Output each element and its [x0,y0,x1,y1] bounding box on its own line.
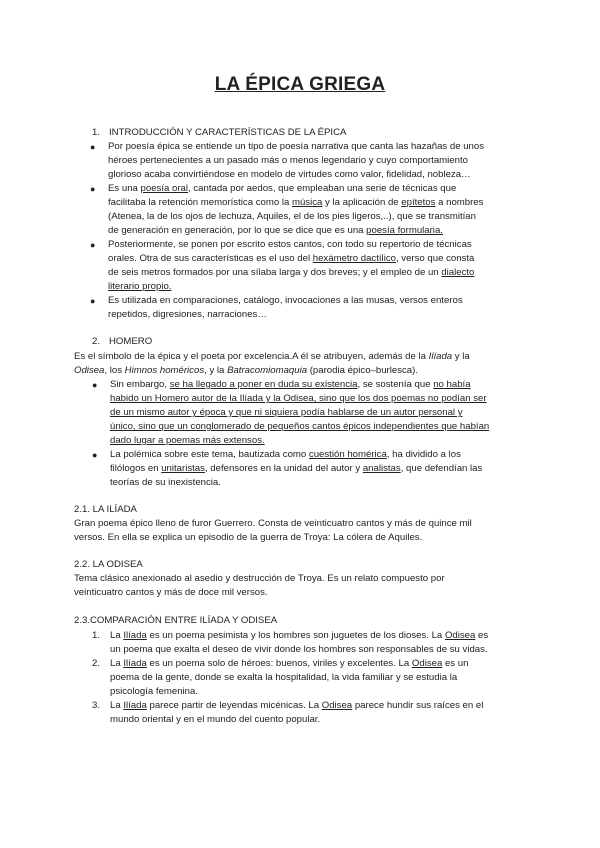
subsection-heading-iliada: 2.1. LA ILÍADA [74,504,137,515]
underlined-term: cuestión homérica [308,449,387,460]
italic-title: Ilíada [428,351,453,362]
text-line: facilitaba la retención memorística como la música y la aplicación de epítetos a nombres [108,197,484,208]
underlined-term: dado lugar a poemas más extensos. [110,435,265,446]
underlined-term: epítetos [401,197,436,208]
section-number: 1. [92,127,101,138]
underlined-term: Odisea [411,658,443,669]
text-line: Es una poesía oral, cantada por aedos, que empleaban una serie de técnicas que [108,183,457,194]
text-line: héroes pertenecientes a un pasado más o menos legendario y cuyo comportamiento [108,155,468,166]
text-line: Es el símbolo de la épica y el poeta por excelencia.A él se atribuyen, además de la Ilíada y la [74,351,470,362]
list-item [92,629,532,657]
text-line: psicología femenina. [110,686,198,697]
item-number: 1. [92,630,101,641]
underlined-term: de un mismo autor y época y que ni siquiera podía hablarse de un autor personal y [110,407,463,418]
text-line: glorioso acaba convirtiéndose en modelo de virtudes como valor, fidelidad, nobleza… [108,169,471,180]
italic-title: Batracomiomaquia [227,365,308,376]
italic-title: Himnos homéricos [124,365,205,376]
underlined-term: Ilíada [123,658,147,669]
text-line: Sin embargo, se ha llegado a poner en duda su existencia, se sostenía que no había [110,379,471,390]
list-item [92,699,532,727]
item-number: 2. [92,658,101,669]
underlined-term: hexámetro dactílico [312,253,396,264]
underlined-term: único, sino que un conglomerado de pequeños cantos épicos independientes que habían [110,421,490,432]
text-line: Posteriormente, se ponen por escrito estos cantos, con todo su repertorio de técnicas [108,239,472,250]
text-line: Tema clásico anexionado al asedio y destrucción de Troya. Es un relato compuesto por [74,573,445,584]
text-line: repetidos, digresiones, narraciones… [108,309,267,320]
underlined-term: no había [433,379,471,390]
bullet-icon: ● [90,142,96,152]
underlined-term: analistas [362,463,401,474]
text-line: versos. En ella se explica un episodio de la guerra de Troya: La cólera de Aquiles. [74,532,423,543]
bullet-icon: ● [92,450,98,460]
underlined-term: literario propio. [108,281,172,292]
list-item [90,294,530,322]
homero-intro [74,350,529,378]
underlined-term: dialecto [441,267,475,278]
bullet-icon: ● [90,184,96,194]
list-item [90,140,530,182]
list-item [92,378,534,448]
text-line: orales. Otra de sus características es el uso del hexámetro dactílico, verso que consta [108,253,475,264]
text-line: Gran poema épico lleno de furor Guerrero. Consta de veinticuatro cantos y más de quince mil [74,518,472,529]
text-line [110,434,534,448]
text-line: Por poesía épica se entiende un tipo de poesía narrativa que canta las hazañas de unos [108,141,485,152]
section-number: 2. [92,336,101,347]
iliada-paragraph [74,517,529,545]
text-line: (Atenea, la de los ojos de lechuza, Aquiles, el de los pies ligeros,..), que se transmitían [108,211,476,222]
underlined-term: Odisea [444,630,476,641]
text-line: de seis metros formados por una sílaba larga y dos breves; y el empleo de un dialecto [108,267,475,278]
text-line: Odisea, los Himnos homéricos, y la Batracomiomaquia (parodia épico–burlesca). [74,365,418,376]
text-line: La Ilíada es un poema pesimista y los hombres son juguetes de los dioses. La Odisea es [110,630,489,641]
text-line: La Ilíada es un poema solo de héroes: buenos, viriles y excelentes. La Odisea es un [110,658,469,669]
underlined-term: poesía oral [140,183,189,194]
text-line: de generación en generación, por lo que se dice que es una poesía formularia. [108,225,443,236]
underlined-term: unitaristas [161,463,205,474]
underlined-term: poesía formularia. [366,225,443,236]
section-heading-text: INTRODUCCIÓN Y CARACTERÍSTICAS DE LA ÉPICA [109,127,347,138]
text-line: La Ilíada parece partir de leyendas micénicas. La Odisea parece hundir sus raíces en el [110,700,484,711]
underlined-term: habido un Homero autor de la Ilíada y la Odisea, sino que los dos poemas no podían ser [110,393,487,404]
item-number: 3. [92,700,101,711]
list-item [92,448,534,490]
underlined-term: se ha llegado a poner en duda su existencia [169,379,358,390]
text-line [110,406,534,420]
underlined-term: Odisea [321,700,353,711]
underlined-term: Ilíada [123,630,147,641]
section-heading-text: HOMERO [109,336,153,347]
text-line: filólogos en unitaristas, defensores en la unidad del autor y analistas, que defendían las [110,463,483,474]
text-line [110,420,534,434]
underlined-term: Ilíada [123,700,147,711]
list-item [92,657,532,699]
text-line: poema de la gente, donde se exalta la hospitalidad, la vida familiar y se estudia la [110,672,458,683]
text-line [108,280,530,294]
text-line: veinticuatro cantos y más de doce mil versos. [74,587,268,598]
list-item [90,238,530,294]
italic-title: Odisea [74,365,105,376]
text-line: Es utilizada en comparaciones, catálogo, invocaciones a las musas, versos enteros [108,295,463,306]
subsection-heading-odisea: 2.2. LA ODISEA [74,559,143,570]
underlined-term: música [291,197,323,208]
bullet-icon: ● [92,380,98,390]
page-title: LA ÉPICA GRIEGA [214,74,386,95]
text-line: teorías de su inexistencia. [110,477,221,488]
subsection-heading-comparacion: 2.3.COMPARACIÓN ENTRE ILÍADA Y ODISEA [74,615,278,626]
text-line [110,392,534,406]
bullet-icon: ● [90,240,96,250]
odisea-paragraph [74,572,529,600]
bullet-icon: ● [90,296,96,306]
list-item [90,182,530,238]
text-line: La polémica sobre este tema, bautizada como cuestión homérica, ha dividido a los [110,449,461,460]
text-line: mundo oriental y en el mundo del cuento popular. [110,714,321,725]
text-line: un poema que exalta el deseo de vivir donde los hombres son responsables de su vidas. [110,644,488,655]
